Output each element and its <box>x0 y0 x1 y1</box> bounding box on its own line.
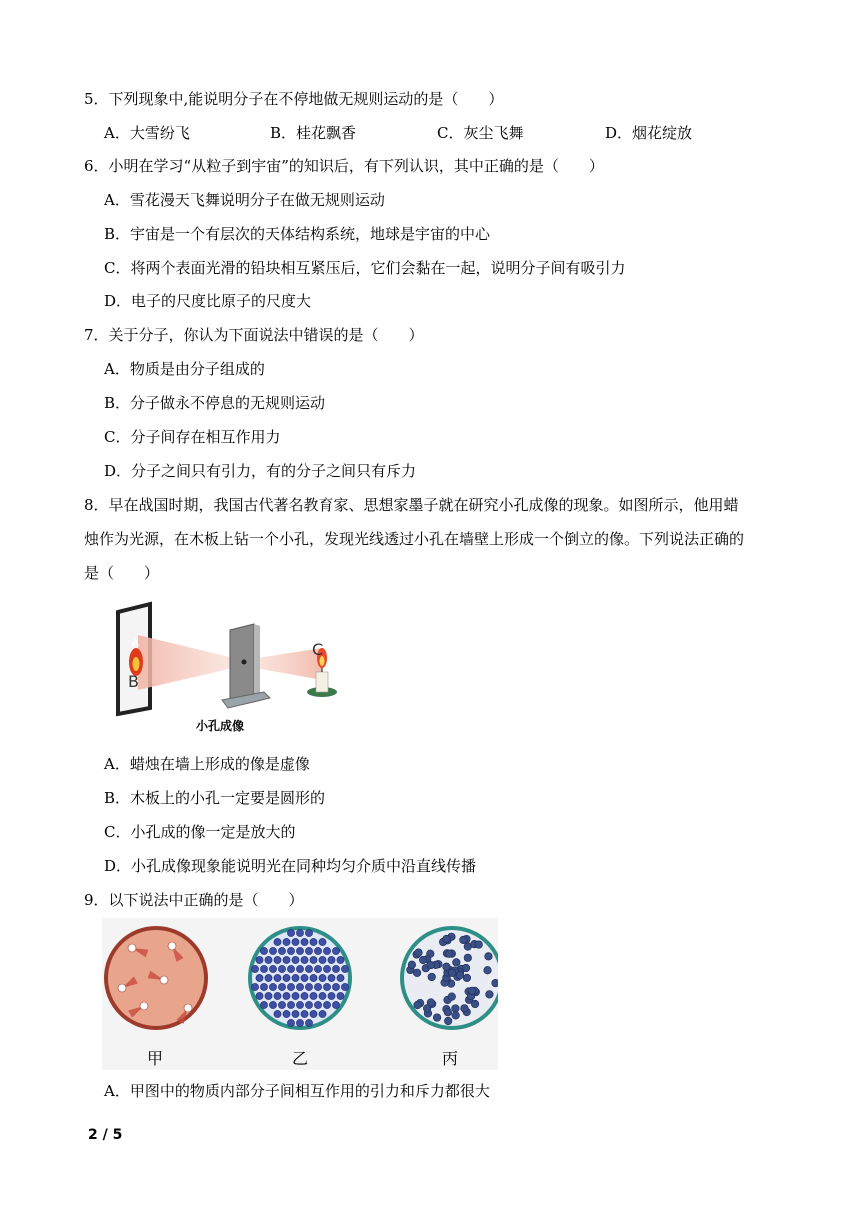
molecule <box>296 983 303 990</box>
molecule <box>468 987 476 995</box>
molecule <box>452 1012 460 1020</box>
molecule <box>128 944 136 952</box>
molecule <box>310 992 317 999</box>
question-6-stem: 6．小明在学习“从粒子到宇宙”的知识后，有下列认识，其中正确的是（ ） <box>84 157 604 175</box>
molecule <box>448 993 456 1001</box>
molecule <box>443 963 451 971</box>
molecule <box>319 956 326 963</box>
option-b: B．桂花飘香 <box>270 124 357 142</box>
molecule <box>184 1004 192 1012</box>
molecule <box>305 929 312 936</box>
molecule <box>269 983 276 990</box>
molecule <box>278 1001 285 1008</box>
molecule <box>283 956 290 963</box>
molecule <box>269 947 276 954</box>
molecule <box>287 983 294 990</box>
molecule <box>464 954 472 962</box>
option-a: A．雪花漫天飞舞说明分子在做无规则运动 <box>104 191 385 209</box>
molecule <box>287 929 294 936</box>
molecule <box>283 974 290 981</box>
molecule <box>256 974 263 981</box>
option-c: C．灰尘飞舞 <box>437 124 524 142</box>
molecule <box>301 1010 308 1017</box>
molecule <box>292 974 299 981</box>
molecule <box>461 1005 469 1013</box>
molecule <box>408 961 416 969</box>
figure-caption: 小孔成像 <box>196 719 245 733</box>
molecule <box>296 947 303 954</box>
molecule <box>337 956 344 963</box>
molecule <box>314 965 321 972</box>
question-8-stem-line-1: 8．早在战国时期，我国古代著名教育家、思想家墨子就在研究小孔成像的现象。如图所示，他用蜡 <box>84 496 739 514</box>
molecule <box>287 1001 294 1008</box>
question-9-stem: 9．以下说法中正确的是（ ） <box>84 891 304 909</box>
molecule <box>452 1005 460 1013</box>
molecule <box>492 979 498 987</box>
molecule <box>305 983 312 990</box>
molecule <box>314 947 321 954</box>
molecule <box>453 959 461 967</box>
molecule <box>292 992 299 999</box>
molecule <box>323 965 330 972</box>
molecule <box>251 983 258 990</box>
molecule <box>415 949 423 957</box>
molecule <box>265 974 272 981</box>
molecule <box>332 1001 339 1008</box>
question-7-stem: 7．关于分子，你认为下面说法中错误的是（ ） <box>84 326 424 344</box>
molecule <box>305 1001 312 1008</box>
molecule <box>475 941 483 949</box>
molecule <box>328 956 335 963</box>
option-a: A．大雪纷飞 <box>104 124 190 142</box>
molecule <box>278 947 285 954</box>
molecule <box>118 984 126 992</box>
molecule <box>428 973 436 981</box>
molecule <box>278 983 285 990</box>
molecule <box>319 974 326 981</box>
molecule <box>460 936 468 944</box>
molecule <box>274 974 281 981</box>
molecule <box>319 992 326 999</box>
molecule <box>283 938 290 945</box>
molecule <box>265 992 272 999</box>
molecule <box>274 938 281 945</box>
molecule <box>292 938 299 945</box>
molecule <box>323 1001 330 1008</box>
molecule <box>160 976 168 984</box>
molecule <box>269 1001 276 1008</box>
molecule <box>256 992 263 999</box>
molecule <box>337 992 344 999</box>
molecule <box>296 1019 303 1026</box>
option-d: D．分子之间只有引力，有的分子之间只有斥力 <box>104 462 417 480</box>
page-number: 2 / 5 <box>88 1127 123 1143</box>
molecule <box>260 1001 267 1008</box>
molecule <box>314 983 321 990</box>
option-c: C．将两个表面光滑的铅块相互紧压后，它们会黏在一起，说明分子间有吸引力 <box>104 259 626 277</box>
molecule <box>278 965 285 972</box>
molecule <box>310 956 317 963</box>
molecule <box>332 947 339 954</box>
molecule <box>140 1002 148 1010</box>
molecule <box>287 965 294 972</box>
molecule <box>305 947 312 954</box>
option-a: A．物质是由分子组成的 <box>104 360 265 378</box>
molecule <box>256 956 263 963</box>
molecule <box>419 956 427 964</box>
molecule <box>471 1000 479 1008</box>
molecule <box>427 961 435 969</box>
label-jia: 甲 <box>147 1049 164 1068</box>
molecule <box>251 965 258 972</box>
molecule <box>414 1001 422 1009</box>
option-c: C．小孔成的像一定是放大的 <box>104 823 296 841</box>
molecule <box>444 1017 452 1025</box>
molecule <box>260 947 267 954</box>
molecule <box>305 1019 312 1026</box>
molecule <box>296 929 303 936</box>
molecule <box>448 969 456 977</box>
option-b: B．分子做永不停息的无规则运动 <box>104 394 326 412</box>
molecule <box>292 956 299 963</box>
molecule <box>168 942 176 950</box>
question-5-stem: 5．下列现象中,能说明分子在不停地做无规则运动的是（ ） <box>84 90 504 108</box>
molecule <box>260 983 267 990</box>
molecular-states-figure <box>102 918 498 1070</box>
molecule <box>296 965 303 972</box>
option-d: D．烟花绽放 <box>605 124 693 142</box>
molecule <box>341 983 348 990</box>
molecule <box>332 983 339 990</box>
molecule <box>310 1010 317 1017</box>
pinhole-imaging-figure <box>104 600 354 740</box>
molecule <box>319 1010 326 1017</box>
molecule <box>296 1001 303 1008</box>
molecule <box>341 965 348 972</box>
molecule <box>323 983 330 990</box>
molecule <box>269 965 276 972</box>
molecule <box>283 992 290 999</box>
option-d: D．小孔成像现象能说明光在同种均匀介质中沿直线传播 <box>104 857 477 875</box>
molecule <box>310 938 317 945</box>
molecule <box>332 965 339 972</box>
molecule <box>423 1005 431 1013</box>
option-a: A．蜡烛在墙上形成的像是虚像 <box>104 755 310 773</box>
molecule <box>484 966 492 974</box>
molecule <box>274 956 281 963</box>
molecule <box>310 974 317 981</box>
option-b: B．宇宙是一个有层次的天体结构系统，地球是宇宙的中心 <box>104 225 491 243</box>
question-8-stem-line-3: 是（ ） <box>84 564 160 582</box>
molecule <box>463 974 471 982</box>
molecule <box>274 1010 281 1017</box>
molecule <box>301 992 308 999</box>
molecule <box>314 1001 321 1008</box>
molecule <box>446 950 454 958</box>
molecule <box>301 974 308 981</box>
molecule <box>444 1008 452 1016</box>
molecule <box>462 964 470 972</box>
molecule <box>274 992 281 999</box>
option-c: C．分子间存在相互作用力 <box>104 428 281 446</box>
question-8-stem-line-2: 烛作为光源，在木板上钻一个小孔，发现光线透过小孔在墙壁上形成一个倒立的像。下列说法正确的 <box>84 530 745 548</box>
label-b: B <box>128 672 139 691</box>
option-a: A．甲图中的物质内部分子间相互作用的引力和斥力都很大 <box>104 1082 490 1100</box>
molecule <box>265 956 272 963</box>
molecule <box>305 965 312 972</box>
label-bing: 丙 <box>442 1049 459 1068</box>
molecule <box>433 1014 441 1022</box>
molecule <box>443 935 451 943</box>
molecule <box>328 974 335 981</box>
molecule <box>486 991 494 999</box>
molecule <box>287 947 294 954</box>
molecule <box>283 1010 290 1017</box>
molecule <box>323 947 330 954</box>
molecule <box>260 965 267 972</box>
molecule <box>292 1010 299 1017</box>
molecule <box>319 938 326 945</box>
label-c: C <box>312 640 324 659</box>
molecule <box>485 953 493 961</box>
label-a: A <box>132 638 139 649</box>
molecule <box>287 1019 294 1026</box>
label-yi: 乙 <box>292 1049 309 1068</box>
option-b: B．木板上的小孔一定要是圆形的 <box>104 789 326 807</box>
molecule <box>301 938 308 945</box>
molecule <box>328 992 335 999</box>
molecule <box>337 974 344 981</box>
option-d: D．电子的尺度比原子的尺度大 <box>104 292 312 310</box>
molecule <box>301 956 308 963</box>
